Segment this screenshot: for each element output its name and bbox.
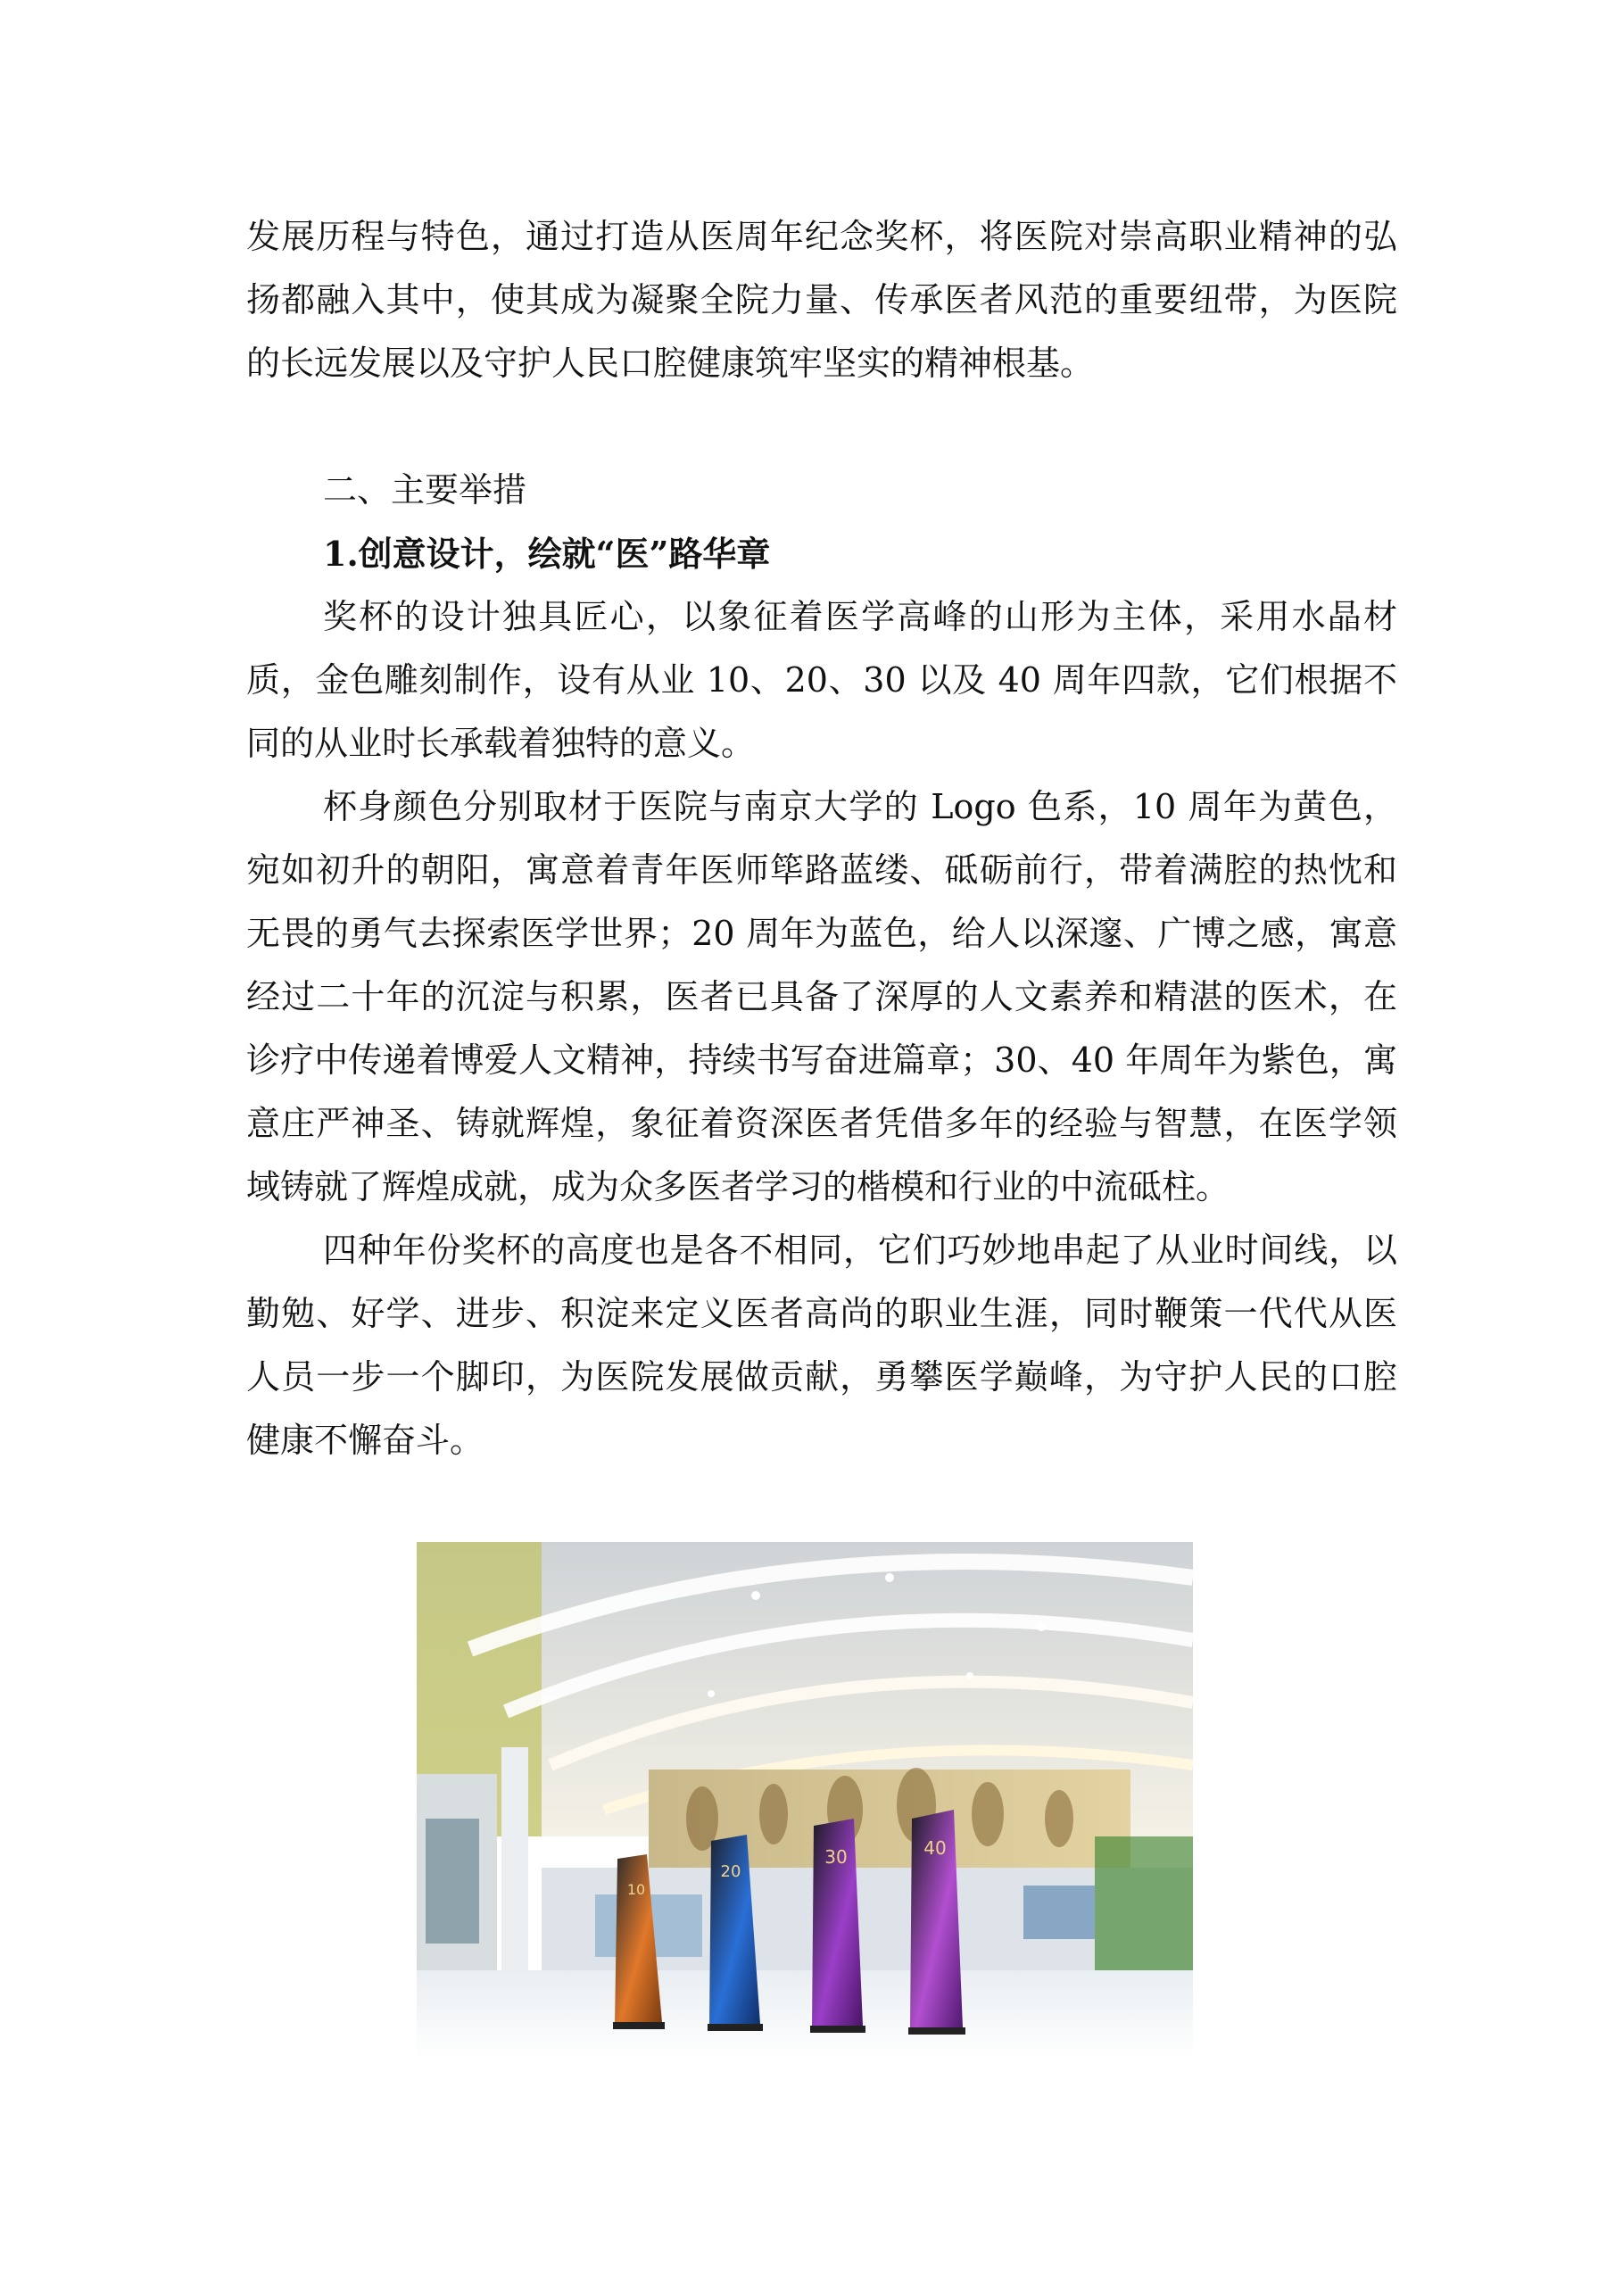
body-paragraph: 杯身颜色分别取材于医院与南京大学的 Logo 色系，10 周年为黄色，宛如初升的朝阳，寓意着青年医师筚路蓝缕、砥砺前行，带着满腔的热忱和无畏的勇气去探索医学世界；20 周年为蓝色，给人以深邃、广博之感，寓意经过二十年的沉淀与积累，医者已具备了深厚的人文素养和精湛的医术，在诊疗中传递着博爱人文精神，持续书写奋进篇章；30、40 年周年为紫色，寓意庄严神圣、铸就辉煌，象征着资深医者凭借多年的经验与智慧，在医学领域铸就了辉煌成就，成为众多医者学习的楷模和行业的中流砥柱。 xyxy=(246,787,1397,1206)
body-paragraph: 奖杯的设计独具匠心，以象征着医学高峰的山形为主体，采用水晶材质，金色雕刻制作，设有从业 10、20、30 以及 40 周年四款，它们根据不同的从业时长承载着独特的意义。 xyxy=(246,597,1397,763)
trophy-label: 20 xyxy=(720,1862,741,1881)
trophy-label: 40 xyxy=(923,1837,947,1859)
trophy-photo xyxy=(417,1542,1193,2060)
document-body xyxy=(246,205,1397,1472)
paragraph-gap xyxy=(246,395,1397,459)
trophy-label: 10 xyxy=(626,1881,646,1898)
subsection-heading: 1.创意设计，绘就“医”路华章 xyxy=(323,534,771,574)
trophy-label: 30 xyxy=(824,1846,848,1868)
trophy-photo-illustration xyxy=(417,1542,1193,2060)
body-paragraph: 四种年份奖杯的高度也是各不相同，它们巧妙地串起了从业时间线，以勤勉、好学、进步、积淀来定义医者高尚的职业生涯，同时鞭策一代代从医人员一步一个脚印，为医院发展做贡献，勇攀医学巅峰，为守护人民的口腔健康不懈奋斗。 xyxy=(246,1231,1397,1460)
section-heading: 二、主要举措 xyxy=(323,470,527,510)
intro-paragraph: 发展历程与特色，通过打造从医周年纪念奖杯，将医院对崇高职业精神的弘扬都融入其中，使其成为凝聚全院力量、传承医者风范的重要纽带，为医院的长远发展以及守护人民口腔健康筑牢坚实的精神根基。 xyxy=(246,217,1397,383)
